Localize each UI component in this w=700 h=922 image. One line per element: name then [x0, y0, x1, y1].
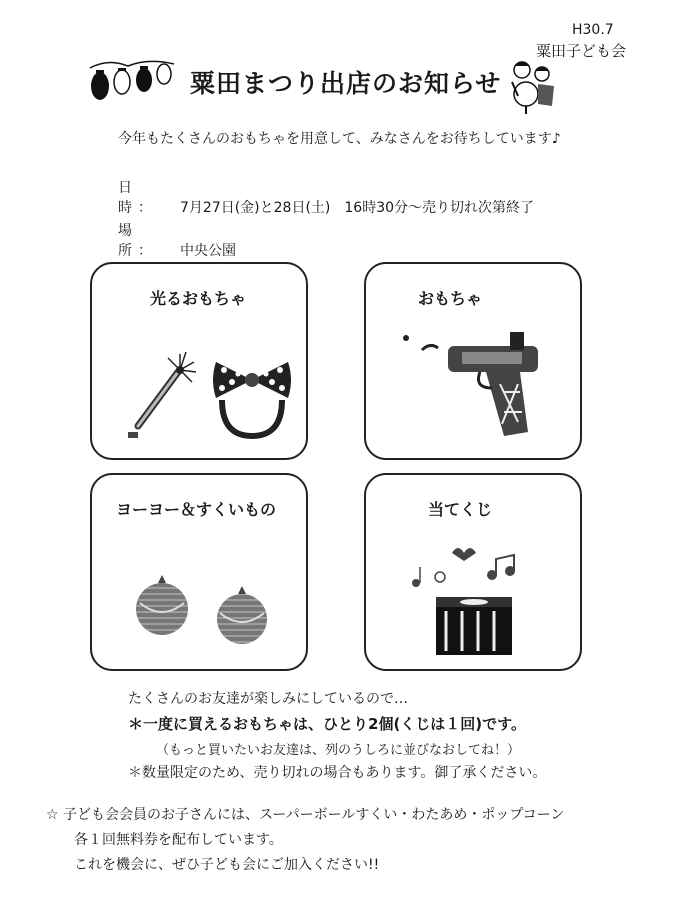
stall-card-yoyo: [90, 473, 308, 671]
bow-headband-icon: [210, 356, 294, 440]
note-intro: たくさんのお友達が楽しみにしているので…: [128, 691, 408, 707]
water-balloon-yoyo-icon: [132, 573, 282, 653]
stall-card-toys: [364, 262, 582, 460]
datetime-label: 日 時：: [118, 180, 158, 216]
note-purchase-limit: ＊一度に買えるおもちゃは、ひとり2個(くじは１回)です。: [128, 715, 526, 733]
intro-text: 今年もたくさんのおもちゃを用意して、みなさんをお待ちしています♪: [118, 131, 561, 147]
note-limited-quantity: ＊数量限定のため、売り切れの場合もあります。御了承ください。: [128, 765, 547, 781]
glow-stick-icon: [120, 348, 200, 444]
stall-title: 当てくじ: [428, 500, 493, 519]
datetime-row: [118, 177, 534, 217]
stall-title: おもちゃ: [418, 289, 483, 308]
lottery-box-icon: [406, 539, 546, 659]
place-label: 場 所：: [118, 223, 158, 259]
membership-line2: 各１回無料券を配布しています。: [74, 832, 283, 848]
organization-name: 粟田子ども会: [536, 42, 627, 60]
stall-card-glowing-toys: [90, 262, 308, 460]
lantern-icon: [88, 56, 178, 108]
place-row: [118, 220, 236, 260]
stall-title: ヨーヨー＆すくいもの: [116, 500, 277, 519]
festival-kids-icon: [502, 56, 560, 116]
issue-date: H30.7: [572, 22, 614, 38]
membership-line3: これを機会に、ぜひ子ども会にご加入ください!!: [74, 857, 380, 873]
stall-title: 光るおもちゃ: [150, 289, 247, 308]
page-title: 粟田まつり出店のお知らせ: [190, 69, 502, 98]
note-line-again: （もっと買いたいお友達は、列のうしろに並びなおしてね！）: [156, 743, 521, 758]
membership-line1: ☆ 子ども会会員のお子さんには、スーパーボールすくい・わたあめ・ポップコーン: [46, 807, 565, 823]
place-value: 中央公園: [180, 243, 236, 259]
water-gun-icon: [400, 332, 550, 442]
stall-card-lottery: [364, 473, 582, 671]
datetime-value: 7月27日(金)と28日(土) 16時30分～売り切れ次第終了: [180, 200, 535, 216]
